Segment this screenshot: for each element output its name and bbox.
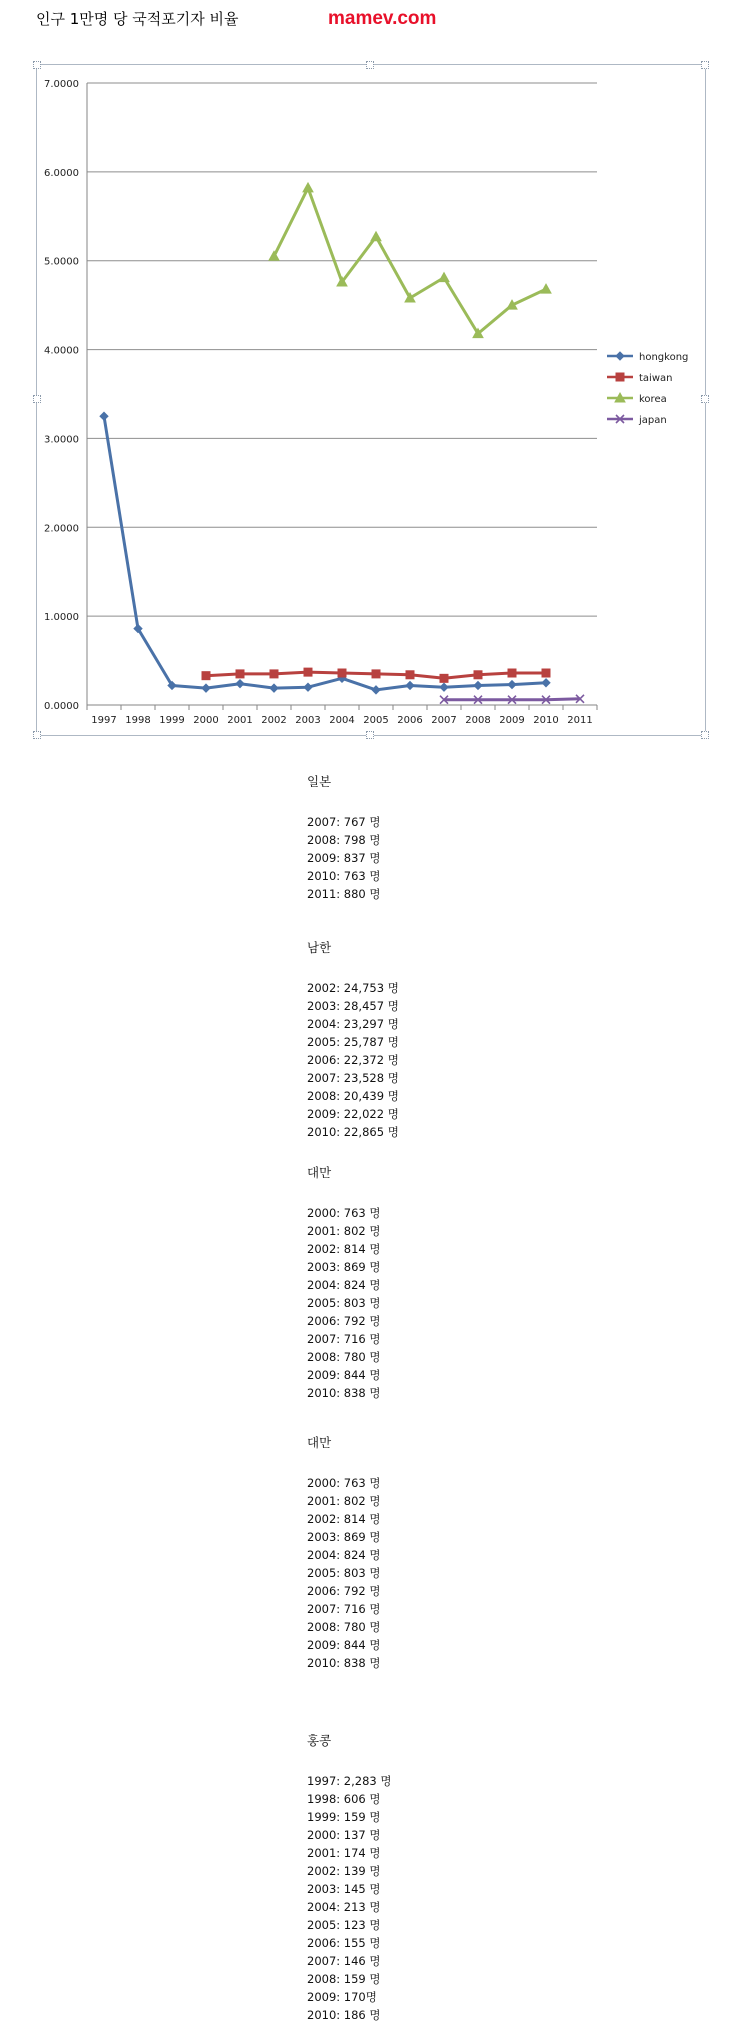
stats-line: 2003: 28,457 명 xyxy=(307,999,399,1013)
stats-line: 2008: 780 명 xyxy=(307,1620,381,1634)
stats-line: 2007: 146 명 xyxy=(307,1954,381,1968)
stats-line: 2005: 25,787 명 xyxy=(307,1035,399,1049)
x-tick-label: 2010 xyxy=(533,715,559,726)
stats-line: 2004: 23,297 명 xyxy=(307,1017,399,1031)
stats-group-label: 일본 xyxy=(307,774,332,789)
y-tick-label: 1.0000 xyxy=(44,612,79,624)
x-tick-label: 1997 xyxy=(91,715,117,726)
line-chart xyxy=(37,65,707,737)
stats-line: 2007: 716 명 xyxy=(307,1332,381,1346)
page-title: 인구 1만명 당 국적포기자 비율 xyxy=(36,10,239,28)
data-point-hongkong xyxy=(202,684,210,692)
data-point-hongkong xyxy=(236,680,244,688)
stats-line: 2010: 22,865 명 xyxy=(307,1125,399,1139)
stats-line: 2006: 792 명 xyxy=(307,1314,381,1328)
data-point-korea xyxy=(371,232,381,241)
data-point-taiwan xyxy=(372,670,380,678)
stats-group-label: 대만 xyxy=(307,1435,332,1450)
legend-label: japan xyxy=(639,415,667,426)
data-point-taiwan xyxy=(542,669,550,677)
stats-line: 2004: 824 명 xyxy=(307,1548,381,1562)
data-point-taiwan xyxy=(236,670,244,678)
chart-frame xyxy=(36,64,706,736)
stats-line: 2002: 24,753 명 xyxy=(307,981,399,995)
legend-marker-taiwan xyxy=(616,373,624,381)
stats-group-label: 남한 xyxy=(307,940,332,955)
stats-line: 2005: 803 명 xyxy=(307,1566,381,1580)
stats-line: 2009: 170명 xyxy=(307,1990,377,2004)
stats-line: 2000: 763 명 xyxy=(307,1206,381,1220)
legend-label: korea xyxy=(639,394,667,405)
data-point-hongkong xyxy=(542,679,550,687)
stats-line: 2011: 880 명 xyxy=(307,887,381,901)
stats-line: 2006: 155 명 xyxy=(307,1936,381,1950)
legend-label: hongkong xyxy=(639,352,689,363)
stats-line: 2004: 824 명 xyxy=(307,1278,381,1292)
data-point-korea xyxy=(439,273,449,282)
data-point-hongkong xyxy=(474,681,482,689)
y-tick-label: 6.0000 xyxy=(44,167,79,179)
stats-line: 2004: 213 명 xyxy=(307,1900,381,1914)
legend-marker-hongkong xyxy=(616,352,624,360)
y-tick-label: 7.0000 xyxy=(44,79,79,90)
series-line-hongkong xyxy=(104,416,546,690)
x-tick-label: 2008 xyxy=(465,715,491,726)
x-tick-label: 2006 xyxy=(397,715,423,726)
y-tick-label: 0.0000 xyxy=(44,701,79,712)
stats-line: 2007: 716 명 xyxy=(307,1602,381,1616)
x-tick-label: 2007 xyxy=(431,715,457,726)
x-tick-label: 2000 xyxy=(193,715,219,726)
y-tick-label: 5.0000 xyxy=(44,256,79,268)
x-tick-label: 1998 xyxy=(125,715,151,726)
data-point-taiwan xyxy=(202,672,210,680)
data-point-hongkong xyxy=(508,681,516,689)
stats-line: 2007: 767 명 xyxy=(307,815,381,829)
x-tick-label: 1999 xyxy=(159,715,185,726)
x-tick-label: 2002 xyxy=(261,715,287,726)
stats-line: 2002: 814 명 xyxy=(307,1512,381,1526)
data-point-hongkong xyxy=(372,686,380,694)
y-tick-label: 2.0000 xyxy=(44,523,79,535)
stats-line: 2003: 869 명 xyxy=(307,1260,381,1274)
stats-line: 2009: 844 명 xyxy=(307,1638,381,1652)
stats-line: 2000: 137 명 xyxy=(307,1828,381,1842)
stats-line: 2001: 802 명 xyxy=(307,1494,381,1508)
x-tick-label: 2003 xyxy=(295,715,321,726)
stats-line: 1998: 606 명 xyxy=(307,1792,381,1806)
data-point-hongkong xyxy=(100,412,108,420)
x-tick-label: 2009 xyxy=(499,715,525,726)
stats-line: 2006: 22,372 명 xyxy=(307,1053,399,1067)
stats-line: 2010: 838 명 xyxy=(307,1656,381,1670)
data-point-taiwan xyxy=(304,668,312,676)
legend-label: taiwan xyxy=(639,373,673,384)
stats-line: 2009: 837 명 xyxy=(307,851,381,865)
stats-group-label: 홍콩 xyxy=(307,1733,332,1748)
x-tick-label: 2004 xyxy=(329,715,355,726)
data-point-korea xyxy=(541,284,551,293)
stats-line: 2002: 814 명 xyxy=(307,1242,381,1256)
stats-line: 1999: 159 명 xyxy=(307,1810,381,1824)
stats-line: 2000: 763 명 xyxy=(307,1476,381,1490)
stats-line: 2007: 23,528 명 xyxy=(307,1071,399,1085)
stats-line: 2002: 139 명 xyxy=(307,1864,381,1878)
data-point-korea xyxy=(303,183,313,192)
y-tick-label: 3.0000 xyxy=(44,434,79,446)
data-point-taiwan xyxy=(406,671,414,679)
stats-line: 2005: 123 명 xyxy=(307,1918,381,1932)
data-point-taiwan xyxy=(474,671,482,679)
data-point-taiwan xyxy=(440,674,448,682)
stats-line: 2008: 798 명 xyxy=(307,833,381,847)
stats-line: 2008: 159 명 xyxy=(307,1972,381,1986)
x-tick-label: 2001 xyxy=(227,715,253,726)
stats-line: 2003: 145 명 xyxy=(307,1882,381,1896)
stats-line: 2010: 186 명 xyxy=(307,2008,381,2022)
stats-line: 1997: 2,283 명 xyxy=(307,1774,392,1788)
data-point-taiwan xyxy=(338,669,346,677)
stats-line: 2009: 22,022 명 xyxy=(307,1107,399,1121)
stats-line: 2010: 763 명 xyxy=(307,869,381,883)
data-point-taiwan xyxy=(270,670,278,678)
stats-line: 2009: 844 명 xyxy=(307,1368,381,1382)
data-point-hongkong xyxy=(440,683,448,691)
stats-line: 2008: 780 명 xyxy=(307,1350,381,1364)
data-point-taiwan xyxy=(508,669,516,677)
y-tick-label: 4.0000 xyxy=(44,345,79,357)
stats-line: 2006: 792 명 xyxy=(307,1584,381,1598)
stats-line: 2003: 869 명 xyxy=(307,1530,381,1544)
stats-line: 2001: 802 명 xyxy=(307,1224,381,1238)
data-point-hongkong xyxy=(406,681,414,689)
data-point-hongkong xyxy=(304,683,312,691)
stats-line: 2005: 803 명 xyxy=(307,1296,381,1310)
stats-group-label: 대만 xyxy=(307,1165,332,1180)
x-tick-label: 2011 xyxy=(567,715,593,726)
data-point-hongkong xyxy=(270,684,278,692)
x-tick-label: 2005 xyxy=(363,715,389,726)
stats-line: 2010: 838 명 xyxy=(307,1386,381,1400)
site-watermark: mamev.com xyxy=(328,8,437,29)
stats-line: 2001: 174 명 xyxy=(307,1846,381,1860)
stats-line: 2008: 20,439 명 xyxy=(307,1089,399,1103)
